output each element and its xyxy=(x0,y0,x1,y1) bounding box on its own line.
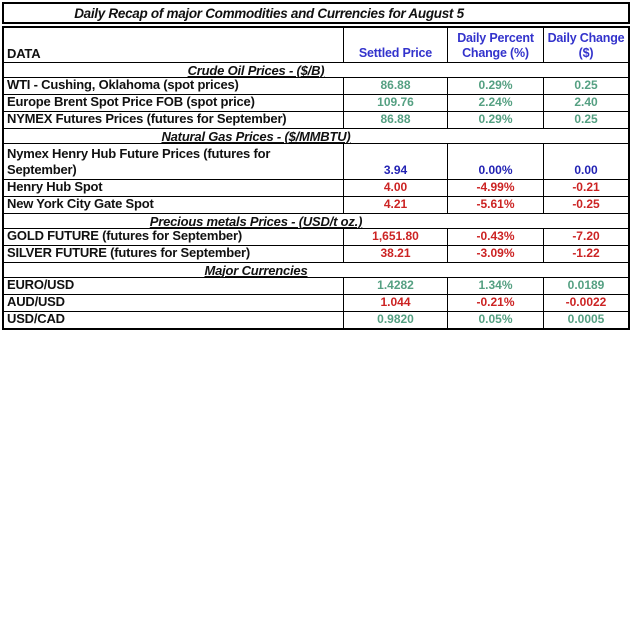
table-row xyxy=(4,294,628,311)
percent-change-cell: -0.43% xyxy=(447,229,543,245)
percent-change-cell: 2.24% xyxy=(447,95,543,111)
settled-price-cell: 86.88 xyxy=(343,112,447,128)
row-label: AUD/USD xyxy=(7,295,65,309)
column-header-settled-price: Settled Price xyxy=(343,28,447,62)
section-heading-text: Natural Gas Prices - ($/MMBTU) xyxy=(161,128,351,144)
row-label: Nymex Henry Hub Future Prices (futures for September) xyxy=(7,146,271,177)
settled-price-cell: 0.9820 xyxy=(343,312,447,328)
daily-change-cell: 0.25 xyxy=(543,78,628,94)
percent-change-cell: 1.34% xyxy=(447,278,543,294)
table-row xyxy=(4,179,628,196)
percent-change-cell: -0.21% xyxy=(447,295,543,311)
row-label: WTI - Cushing, Oklahoma (spot prices) xyxy=(7,78,239,92)
row-label: SILVER FUTURE (futures for September) xyxy=(7,246,250,260)
row-label: NYMEX Futures Prices (futures for September) xyxy=(7,112,287,126)
daily-change-cell: 0.0189 xyxy=(543,278,628,294)
section-heading-text: Precious metals Prices - (USD/t oz.) xyxy=(149,213,363,229)
settled-price-cell: 38.21 xyxy=(343,246,447,262)
column-header-daily-percent-change: Daily Percent Change (%) xyxy=(447,28,543,62)
page-title: Daily Recap of major Commodities and Currencies for August 5 xyxy=(2,2,630,24)
percent-change-cell: -5.61% xyxy=(447,197,543,213)
percent-change-cell: 0.29% xyxy=(447,112,543,128)
daily-change-cell: -0.0022 xyxy=(543,295,628,311)
table-row xyxy=(4,311,628,328)
row-label: Europe Brent Spot Price FOB (spot price) xyxy=(7,95,255,109)
settled-price-cell: 4.00 xyxy=(343,180,447,196)
table-row xyxy=(4,77,628,94)
section-heading-natural-gas xyxy=(4,128,628,143)
settled-price-cell: 1.044 xyxy=(343,295,447,311)
daily-change-cell: -0.21 xyxy=(543,180,628,196)
row-label: Henry Hub Spot xyxy=(7,180,103,194)
settled-price-cell: 3.94 xyxy=(343,144,447,179)
row-label: New York City Gate Spot xyxy=(7,197,154,211)
table-row xyxy=(4,94,628,111)
table-header-row xyxy=(4,28,628,62)
settled-price-cell: 4.21 xyxy=(343,197,447,213)
settled-price-cell: 1,651.80 xyxy=(343,229,447,245)
daily-change-cell: 0.00 xyxy=(543,144,628,179)
percent-change-cell: 0.05% xyxy=(447,312,543,328)
recap-sheet xyxy=(2,2,630,330)
table-row xyxy=(4,143,628,179)
column-header-data: DATA xyxy=(7,46,41,61)
daily-change-cell: 0.0005 xyxy=(543,312,628,328)
table-row xyxy=(4,196,628,213)
section-heading-precious-metals xyxy=(4,213,628,228)
settled-price-cell: 86.88 xyxy=(343,78,447,94)
daily-change-cell: 0.25 xyxy=(543,112,628,128)
section-heading-text: Major Currencies xyxy=(204,262,308,278)
row-label: GOLD FUTURE (futures for September) xyxy=(7,229,242,243)
table-row xyxy=(4,111,628,128)
section-heading-crude-oil xyxy=(4,62,628,77)
recap-table xyxy=(2,26,630,330)
table-row xyxy=(4,277,628,294)
section-heading-major-currencies xyxy=(4,262,628,277)
settled-price-cell: 1.4282 xyxy=(343,278,447,294)
daily-change-cell: -7.20 xyxy=(543,229,628,245)
column-header-daily-change: Daily Change ($) xyxy=(543,28,628,62)
settled-price-cell: 109.76 xyxy=(343,95,447,111)
table-row xyxy=(4,245,628,262)
daily-change-cell: -0.25 xyxy=(543,197,628,213)
row-label: EURO/USD xyxy=(7,278,75,292)
daily-change-cell: 2.40 xyxy=(543,95,628,111)
percent-change-cell: -3.09% xyxy=(447,246,543,262)
daily-change-cell: -1.22 xyxy=(543,246,628,262)
row-label: USD/CAD xyxy=(7,312,65,326)
table-row xyxy=(4,228,628,245)
percent-change-cell: 0.00% xyxy=(447,144,543,179)
section-heading-text: Crude Oil Prices - ($/B) xyxy=(187,62,325,78)
percent-change-cell: -4.99% xyxy=(447,180,543,196)
percent-change-cell: 0.29% xyxy=(447,78,543,94)
